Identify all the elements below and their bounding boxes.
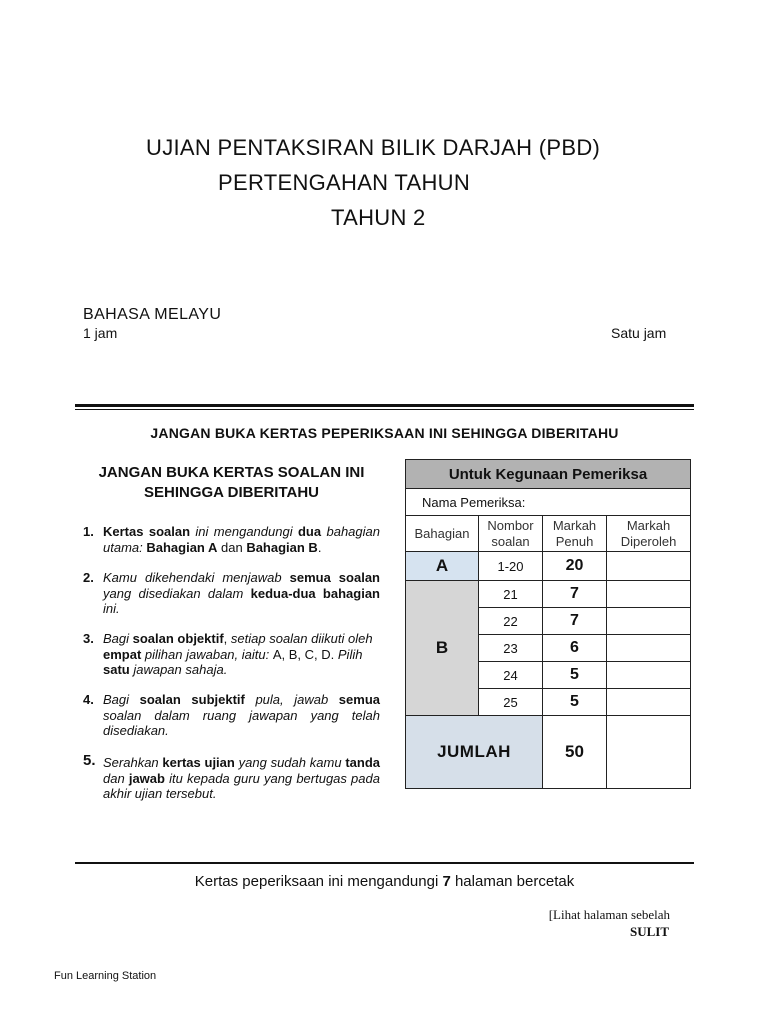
question-number-cell: 22 (479, 608, 543, 635)
subject-duration: 1 jam (83, 325, 118, 341)
marks-obtained-cell[interactable] (607, 689, 691, 716)
instruction-text-run: ini. (103, 601, 120, 616)
instruction-text-run: Pilih (337, 646, 363, 662)
title-line-1: UJIAN PENTAKSIRAN BILIK DARJAH (PBD) (146, 135, 601, 160)
instruction-text-run: kedua-dua bahagian (250, 585, 380, 601)
divider-bottom (75, 862, 694, 864)
section-b-cell: B (406, 581, 479, 716)
col-header-full-1: Markah (552, 517, 597, 533)
instruction-item (83, 631, 383, 679)
instruction-item (83, 570, 383, 618)
marks-obtained-cell[interactable] (607, 662, 691, 689)
instruction-text-run: itu kepada guru yang bertugas pada akhir ujian tersebut. (103, 770, 380, 801)
divider-top-thin (75, 409, 694, 410)
divider-top-thick (75, 404, 694, 407)
col-header-question-2: soalan (491, 533, 530, 549)
instruction-text-run: C (304, 646, 315, 662)
instruction-text-run: ini mengandungi (195, 524, 298, 539)
title-line-2: PERTENGAHAN TAHUN (218, 170, 471, 195)
total-value-cell: 50 (543, 716, 607, 789)
examiner-name-field[interactable]: Nama Pemeriksa: (406, 489, 691, 516)
instruction-text (103, 570, 380, 617)
col-header-section: Bahagian (406, 516, 479, 552)
table-row (406, 581, 691, 608)
instruction-text-run: , (297, 646, 305, 662)
instruction-text-run: Serahkan (103, 755, 163, 770)
instruction-text-run: Bahagian A (146, 539, 218, 555)
marks-obtained-cell[interactable] (607, 608, 691, 635)
instruction-text (103, 755, 380, 802)
instruction-text-run: semua soalan (289, 570, 380, 585)
question-number-cell: 23 (479, 635, 543, 662)
instruction-text-run: dan (217, 539, 247, 555)
instruction-item (83, 692, 383, 740)
instruction-text-run: soalan dalam ruang jawapan yang telah disediakan. (103, 707, 380, 738)
instruction-text-run: semua (338, 692, 380, 707)
examiner-table-title: Untuk Kegunaan Pemeriksa (406, 460, 691, 489)
instruction-text-run: , (281, 646, 289, 662)
instruction-text-run: jawab (128, 770, 165, 786)
full-marks-cell: 5 (543, 689, 607, 716)
col-header-got-2: Diperoleh (620, 533, 677, 549)
full-marks-cell: 6 (543, 635, 607, 662)
subject-name: BAHASA MELAYU (83, 306, 222, 323)
instruction-text-run: dan (103, 770, 129, 786)
page-count-after: halaman bercetak (450, 873, 575, 890)
examiner-marks-table (405, 459, 691, 789)
full-marks-cell: 7 (543, 581, 607, 608)
instruction-text-run: yang disediakan dalam (103, 585, 251, 601)
instruction-text-run: setiap soalan diikuti oleh (230, 631, 373, 646)
instruction-text-run: D (321, 646, 331, 662)
instruction-number: 4. (83, 692, 94, 707)
instruction-text-run: . (317, 539, 322, 555)
marks-obtained-cell[interactable] (607, 552, 691, 581)
instruction-number: 1. (83, 524, 94, 539)
col-header-got-1: Markah (626, 517, 671, 533)
col-header-question (479, 516, 543, 552)
instruction-text-run: , (314, 646, 322, 662)
full-marks-cell: 20 (543, 552, 607, 581)
page-count-line (75, 873, 694, 890)
instruction-text-run: pula, jawab (244, 692, 339, 707)
instruction-item (83, 524, 383, 558)
instruction-number: 3. (83, 631, 94, 646)
question-number-cell: 25 (479, 689, 543, 716)
instruction-text-run: bahagian utama: (103, 524, 380, 555)
instruction-text-run: B (288, 646, 298, 662)
instruction-text-run: . (330, 646, 338, 662)
instruction-text-run: Bahagian B (246, 539, 318, 555)
instructions-heading (83, 463, 380, 503)
full-marks-cell: 5 (543, 662, 607, 689)
sulit-label: SULIT (629, 924, 669, 939)
instructions-heading-line-1: JANGAN BUKA KERTAS SOALAN INI (98, 464, 365, 481)
instruction-text-run: Bagi (103, 692, 140, 707)
instruction-text-run: soalan objektif (132, 631, 224, 646)
col-header-question-1: Nombor (487, 517, 534, 533)
question-number-cell: 1-20 (479, 552, 543, 581)
marks-obtained-cell[interactable] (607, 581, 691, 608)
instruction-text-run: pilihan jawaban, iaitu: (144, 646, 273, 662)
instruction-text (103, 631, 380, 678)
question-number-cell: 24 (479, 662, 543, 689)
instruction-number: 2. (83, 570, 94, 585)
col-header-full-2: Penuh (555, 533, 594, 549)
page-count-number: 7 (442, 873, 451, 890)
question-number-cell: 21 (479, 581, 543, 608)
total-row (406, 716, 691, 789)
col-header-marks-obtained (607, 516, 691, 552)
marks-obtained-cell[interactable] (607, 635, 691, 662)
instruction-text-run: kertas ujian (162, 755, 235, 770)
see-next-page: [Lihat halaman sebelah (548, 907, 670, 922)
instructions-heading-line-2: SEHINGGA DIBERITAHU (143, 484, 319, 501)
instruction-text-run: satu (103, 662, 134, 677)
instruction-number: 5. (83, 752, 96, 769)
instruction-text-run: yang sudah kamu (234, 755, 346, 770)
instruction-text-run: , (223, 631, 231, 646)
title-line-3: TAHUN 2 (331, 205, 426, 230)
table-row (406, 552, 691, 581)
total-label-cell: JUMLAH (406, 716, 543, 789)
total-obtained-cell[interactable] (607, 716, 691, 789)
full-marks-cell: 7 (543, 608, 607, 635)
instruction-text-run: Kamu dikehendaki menjawab (103, 570, 290, 585)
instruction-text-run: soalan subjektif (139, 692, 245, 707)
do-not-open-notice: JANGAN BUKA KERTAS PEPERIKSAAN INI SEHINGGA DIBERITAHU (150, 425, 619, 441)
instruction-text-run: Bagi (103, 631, 133, 646)
instruction-text-run: A (272, 646, 282, 662)
instruction-text-run: empat (103, 646, 145, 662)
subject-duration-words: Satu jam (611, 325, 667, 341)
credit-text: Fun Learning Station (54, 970, 157, 982)
col-header-full-marks (543, 516, 607, 552)
instruction-text (103, 692, 380, 739)
instruction-item (83, 752, 383, 803)
page-count-before: Kertas peperiksaan ini mengandungi (194, 873, 443, 890)
instruction-text-run: dua (297, 524, 327, 539)
instruction-text (103, 524, 380, 555)
instruction-text-run: Kertas soalan (103, 524, 196, 539)
instruction-text-run: tanda (345, 755, 380, 770)
section-a-cell: A (406, 552, 479, 581)
instruction-text-run: jawapan sahaja. (133, 662, 228, 677)
